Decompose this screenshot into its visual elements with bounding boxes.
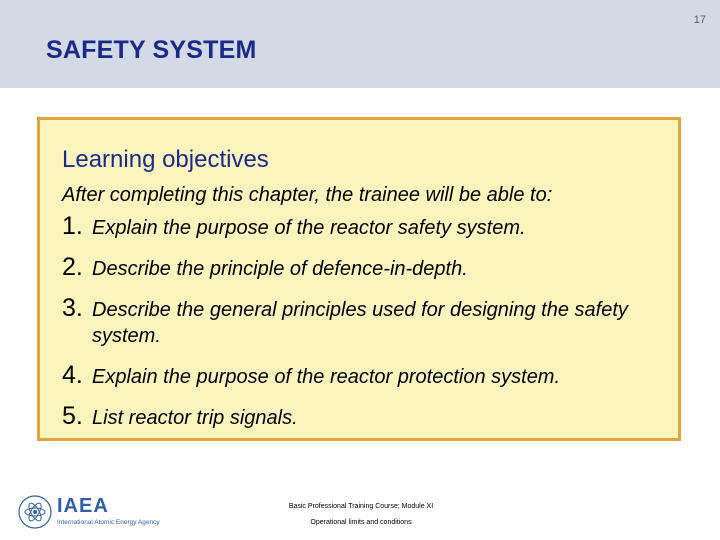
objective-item <box>62 361 662 390</box>
objective-number: 3. <box>62 294 83 322</box>
box-heading: Learning objectives <box>62 146 269 173</box>
slide-title: SAFETY SYSTEM <box>46 36 257 64</box>
logo-subtitle: International Atomic Energy Agency <box>57 519 160 526</box>
page-number: 17 <box>693 14 706 26</box>
objective-text: Explain the purpose of the reactor protection system. <box>92 366 561 388</box>
objective-item <box>62 212 662 241</box>
objective-item <box>62 294 662 349</box>
iaea-logo <box>17 494 177 530</box>
footer-topic: Operational limits and conditions <box>310 519 412 526</box>
objective-list <box>62 212 662 431</box>
footer-course: Basic Professional Training Course; Module XI <box>288 503 434 510</box>
objective-item <box>62 402 662 431</box>
logo-wordmark: IAEA <box>57 495 109 517</box>
objective-text: Describe the principle of defence-in-depth. <box>92 258 468 280</box>
objective-number: 5. <box>62 402 83 430</box>
objective-item <box>62 253 662 282</box>
objective-number: 1. <box>62 212 83 240</box>
objective-number: 4. <box>62 361 83 389</box>
objective-number: 2. <box>62 253 83 281</box>
objective-text: List reactor trip signals. <box>92 407 298 429</box>
objective-text: Explain the purpose of the reactor safety system. <box>92 217 526 239</box>
objective-text: Describe the general principles used for designing the safety system. <box>92 299 628 347</box>
atom-emblem-icon <box>17 494 53 530</box>
intro-text: After completing this chapter, the trainee will be able to: <box>62 184 553 206</box>
learning-objectives-box <box>37 117 681 441</box>
